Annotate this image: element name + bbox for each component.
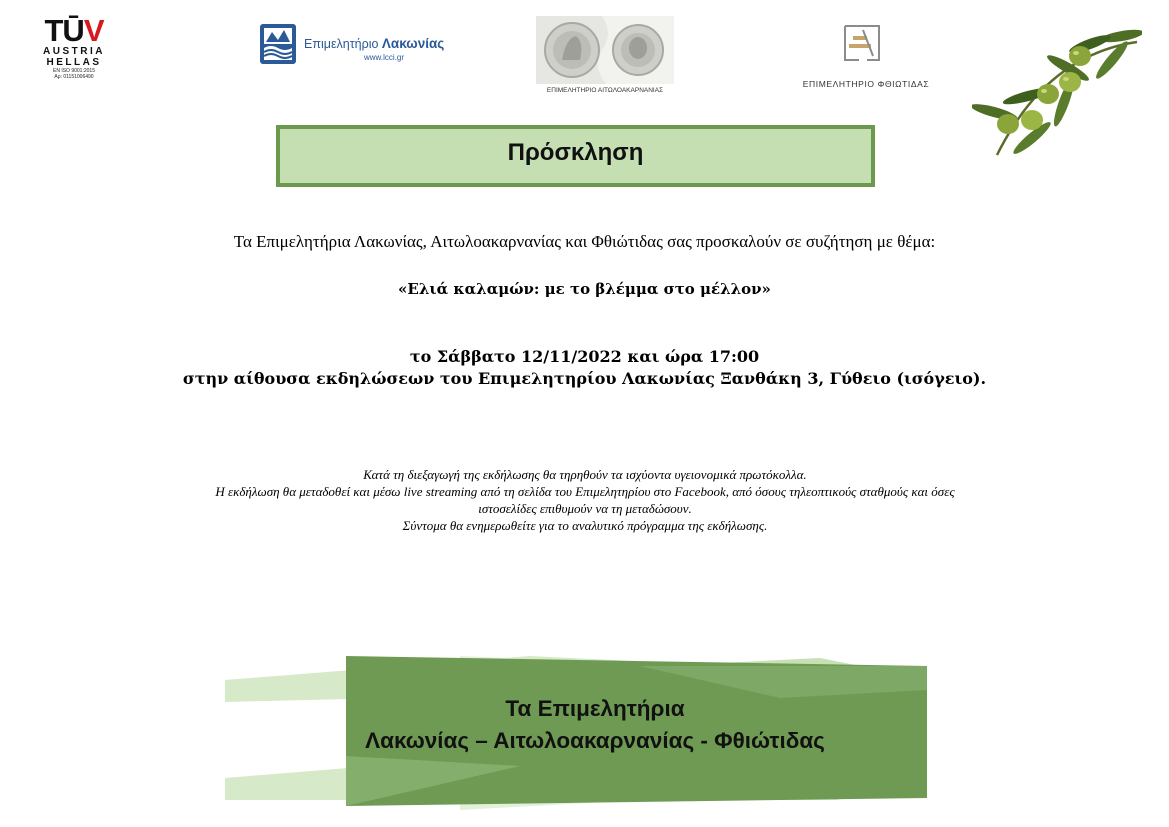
title-box [276, 125, 875, 187]
page-title: Πρόσκληση [507, 139, 644, 166]
discussion-topic: «Ελιά καλαμών: με το βλέμμα στο μέλλον» [398, 280, 771, 298]
invitation-intro: Τα Επιμελητήρια Λακωνίας, Αιτωλοακαρνανίας και Φθιώτιδας σας προσκαλούν σε συζήτηση με θέμα: [233, 232, 936, 251]
note-streaming-cont: ιστοσελίδες επιθυμούν να τη μεταδώσουν. [478, 501, 692, 516]
ancient-coins-icon [536, 16, 674, 84]
aitoloakarnania-chamber-logo [536, 16, 676, 96]
note-streaming: Η εκδήλωση θα μεταδοθεί και μέσω live streaming από τη σελίδα του Επιμελητηρίου στο Facebook, από όσους τηλεοπτικούς σταθμούς και όσες [215, 484, 955, 499]
lakonia-chamber-logo [258, 22, 470, 68]
tuv-line-austria: AUSTRIA [43, 46, 105, 57]
note-program: Σύντομα θα ενημερωθείτε για το αναλυτικό πρόγραμμα της εκδήλωσης. [402, 518, 768, 533]
tuv-reg: Αρ: 01151006490 [54, 74, 94, 80]
aitoloakarnania-caption: ΕΠΙΜΕΛΗΤΗΡΙΟ ΑΙΤΩΛΟΑΚΑΡΝΑΝΙΑΣ [546, 87, 664, 94]
lakonia-emblem-icon [258, 22, 298, 66]
event-notes [60, 466, 1110, 534]
footer-line-chambers: Τα Επιμελητήρια [505, 696, 685, 721]
olive-branch-icon [972, 20, 1142, 165]
footer-banner-text [220, 693, 970, 757]
fthiotida-chamber-logo [793, 22, 939, 92]
tuv-line-hellas: HELLAS [46, 57, 102, 68]
event-location: στην αίθουσα εκδηλώσεων του Επιμελητηρίου Λακωνίας Ξανθάκη 3, Γύθειο (ισόγειο). [182, 369, 987, 388]
lakonia-url: www.lcci.gr [364, 53, 405, 62]
tuv-austria-hellas-logo [34, 13, 114, 90]
event-date-time: το Σάββατο 12/11/2022 και ώρα 17:00 [409, 347, 760, 366]
fthiotida-caption: ΕΠΙΜΕΛΗΤΗΡΙΟ ΦΘΙΩΤΙΔΑΣ [802, 79, 930, 89]
event-details [0, 346, 1169, 390]
note-protocols: Κατά τη διεξαγωγή της εκδήλωσης θα τηρηθούν τα ισχύοντα υγειονομικά πρωτόκολλα. [363, 467, 807, 482]
lakonia-name: Επιμελητήριο Λακωνίας [304, 36, 445, 51]
tuv-brand-mark: TŪV [44, 13, 104, 48]
fthiotida-mark-icon [837, 22, 887, 64]
tuv-cert: EN ISO 9001:2015 [53, 68, 95, 74]
footer-line-regions: Λακωνίας – Αιτωλοακαρνανίας - Φθιώτιδας [365, 728, 825, 753]
